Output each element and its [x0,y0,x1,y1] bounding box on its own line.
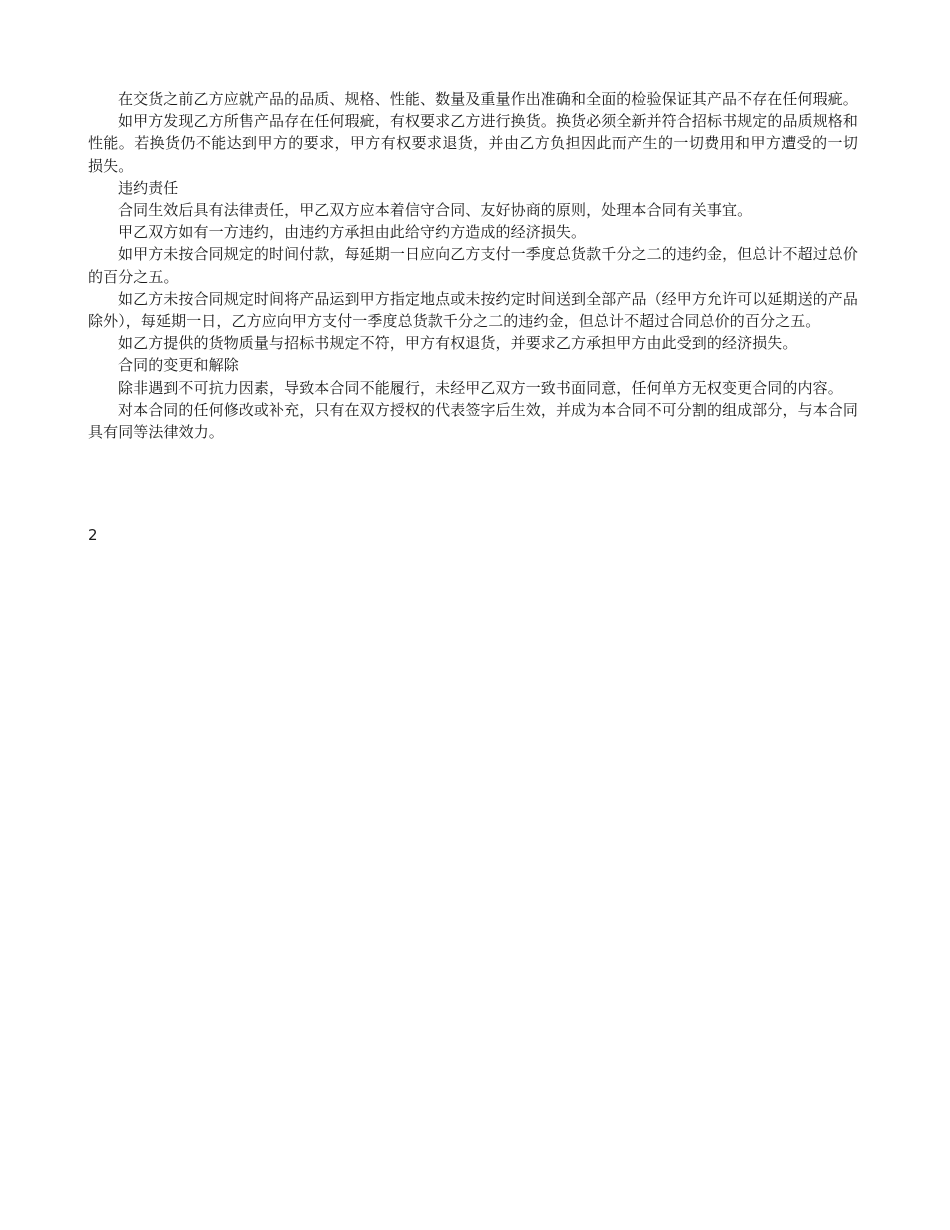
page-number: 2 [88,526,98,544]
document-body [88,88,858,443]
paragraph-contract-effect: 合同生效后具有法律责任，甲乙双方应本着信守合同、友好协商的原则，处理本合同有关事宜。 [118,201,753,220]
paragraph-amendments: 对本合同的任何修改或补充，只有在双方授权的代表签字后生效，并成为本合同不可分割的组成部分，与本合同具有同等法律效力。 [88,400,858,442]
section-heading-breach-liability: 违约责任 [118,178,179,197]
paragraph-late-delivery-penalty: 如乙方未按合同规定时间将产品运到甲方指定地点或未按约定时间送到全部产品（经甲方允许可以延期送的产品除外），每延期一日，乙方应向甲方支付一季度总货款千分之二的违约金，但总计不超过合同总价的百分之五。 [88,289,858,331]
paragraph-breach-loss: 甲乙双方如有一方违约，由违约方承担由此给守约方造成的经济损失。 [118,223,587,242]
paragraph-force-majeure: 除非遇到不可抗力因素，导致本合同不能履行，未经甲乙双方一致书面同意，任何单方无权变更合同的内容。 [118,378,843,397]
paragraph-late-payment-penalty: 如甲方未按合同规定的时间付款，每延期一日应向乙方支付一季度总货款千分之二的违约金，但总计不超过总价的百分之五。 [88,245,858,286]
paragraph-inspection-before-delivery: 在交货之前乙方应就产品的品质、规格、性能、数量及重量作出准确和全面的检验保证其产品不存在任何瑕疵。 [118,90,858,108]
section-heading-contract-changes: 合同的变更和解除 [118,356,239,375]
paragraph-defect-replacement: 如甲方发现乙方所售产品存在任何瑕疵，有权要求乙方进行换货。换货必须全新并符合招标书规定的品质规格和性能。若换货仍不能达到甲方的要求，甲方有权要求退货，并由乙方负担因此而产生的一切费用和甲方遭受的一切损失。 [88,112,858,175]
paragraph-quality-mismatch: 如乙方提供的货物质量与招标书规定不符，甲方有权退货，并要求乙方承担甲方由此受到的经济损失。 [118,334,798,353]
